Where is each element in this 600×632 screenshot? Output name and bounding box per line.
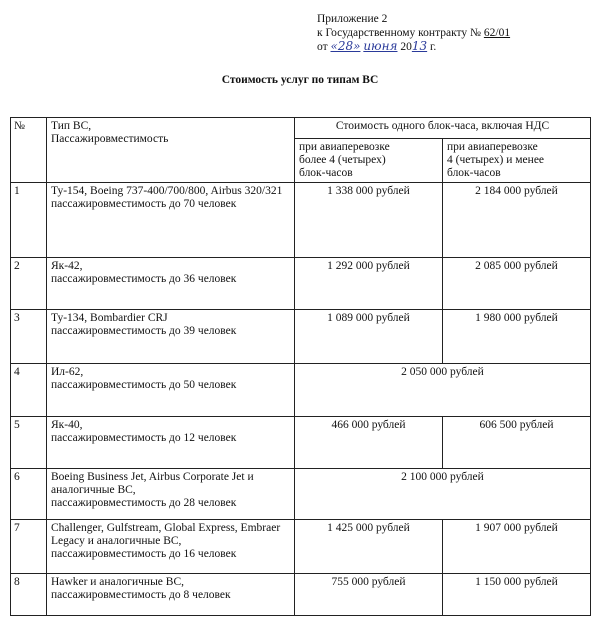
passenger-capacity: пассажировместимость до 36 человек (51, 273, 237, 285)
date-month: июня (363, 39, 398, 53)
aircraft-type: Hawker и аналогичные ВС, (51, 576, 184, 588)
passenger-capacity: пассажировместимость до 16 человек (51, 548, 237, 560)
passenger-capacity: пассажировместимость до 39 человек (51, 325, 237, 337)
row-number: 6 (11, 469, 47, 520)
table-row (11, 183, 591, 258)
appendix-header (317, 13, 510, 55)
row-number: 3 (11, 310, 47, 364)
contract-number: 62/01 (483, 26, 511, 39)
table-row (11, 574, 591, 616)
table-row (11, 520, 591, 574)
price-over4: 1 338 000 рублей (295, 183, 443, 258)
table-row (11, 417, 591, 469)
contract-date: от «28» июня 2013 г. (317, 39, 437, 53)
row-number: 5 (11, 417, 47, 469)
price-over4: 466 000 рублей (295, 417, 443, 469)
aircraft-type: Як-40, (51, 419, 83, 431)
appendix-title: Приложение 2 (317, 13, 388, 25)
price-over4: 755 000 рублей (295, 574, 443, 616)
price-merged: 2 100 000 рублей (295, 469, 591, 520)
passenger-capacity: пассажировместимость до 8 человек (51, 589, 231, 601)
aircraft-cell (47, 520, 295, 574)
table-row (11, 364, 591, 417)
aircraft-type: Challenger, Gulfstream, Global Express, Embraer Legacy и аналогичные ВС, (51, 522, 281, 547)
price-upto4: 2 085 000 рублей (443, 258, 591, 310)
passenger-capacity: пассажировместимость до 50 человек (51, 379, 237, 391)
date-year: 13 (411, 39, 428, 53)
contract-reference: к Государственному контракту № 62/01 (317, 26, 511, 39)
row-number: 1 (11, 183, 47, 258)
table-row (11, 469, 591, 520)
aircraft-cell (47, 258, 295, 310)
header-cost-upto4: при авиаперевозке 4 (четырех) и менее блок-часов (443, 139, 591, 183)
price-upto4: 1 150 000 рублей (443, 574, 591, 616)
price-over4: 1 089 000 рублей (295, 310, 443, 364)
aircraft-cell (47, 469, 295, 520)
price-upto4: 2 184 000 рублей (443, 183, 591, 258)
aircraft-cell (47, 364, 295, 417)
price-merged: 2 050 000 рублей (295, 364, 591, 417)
row-number: 8 (11, 574, 47, 616)
aircraft-cell (47, 183, 295, 258)
aircraft-type: Ил-62, (51, 366, 84, 378)
price-upto4: 606 500 рублей (443, 417, 591, 469)
price-upto4: 1 907 000 рублей (443, 520, 591, 574)
header-num: № (11, 118, 47, 183)
table-row (11, 310, 591, 364)
table-row (11, 258, 591, 310)
aircraft-type: Ту-154, Boeing 737-400/700/800, Airbus 320/321 (51, 185, 283, 197)
row-number: 7 (11, 520, 47, 574)
aircraft-cell (47, 310, 295, 364)
aircraft-cell (47, 417, 295, 469)
passenger-capacity: пассажировместимость до 12 человек (51, 432, 237, 444)
header-type: Тип ВС, Пассажировместимость (47, 118, 295, 183)
aircraft-type: Ту-134, Bombardier CRJ (51, 312, 168, 324)
passenger-capacity: пассажировместимость до 28 человек (51, 497, 237, 509)
header-cost-over4: при авиаперевозке более 4 (четырех) блок-часов (295, 139, 443, 183)
price-over4: 1 292 000 рублей (295, 258, 443, 310)
aircraft-type: Boeing Business Jet, Airbus Corporate Jet и аналогичные ВС, (51, 471, 254, 496)
price-over4: 1 425 000 рублей (295, 520, 443, 574)
date-day: «28» (330, 39, 361, 53)
row-number: 4 (11, 364, 47, 417)
row-number: 2 (11, 258, 47, 310)
document-title: Стоимость услуг по типам ВС (221, 74, 379, 86)
aircraft-type: Як-42, (51, 260, 83, 272)
pricing-table (10, 117, 591, 616)
header-cost: Стоимость одного блок-часа, включая НДС (295, 118, 591, 139)
aircraft-cell (47, 574, 295, 616)
passenger-capacity: пассажировместимость до 70 человек (51, 198, 237, 210)
price-upto4: 1 980 000 рублей (443, 310, 591, 364)
